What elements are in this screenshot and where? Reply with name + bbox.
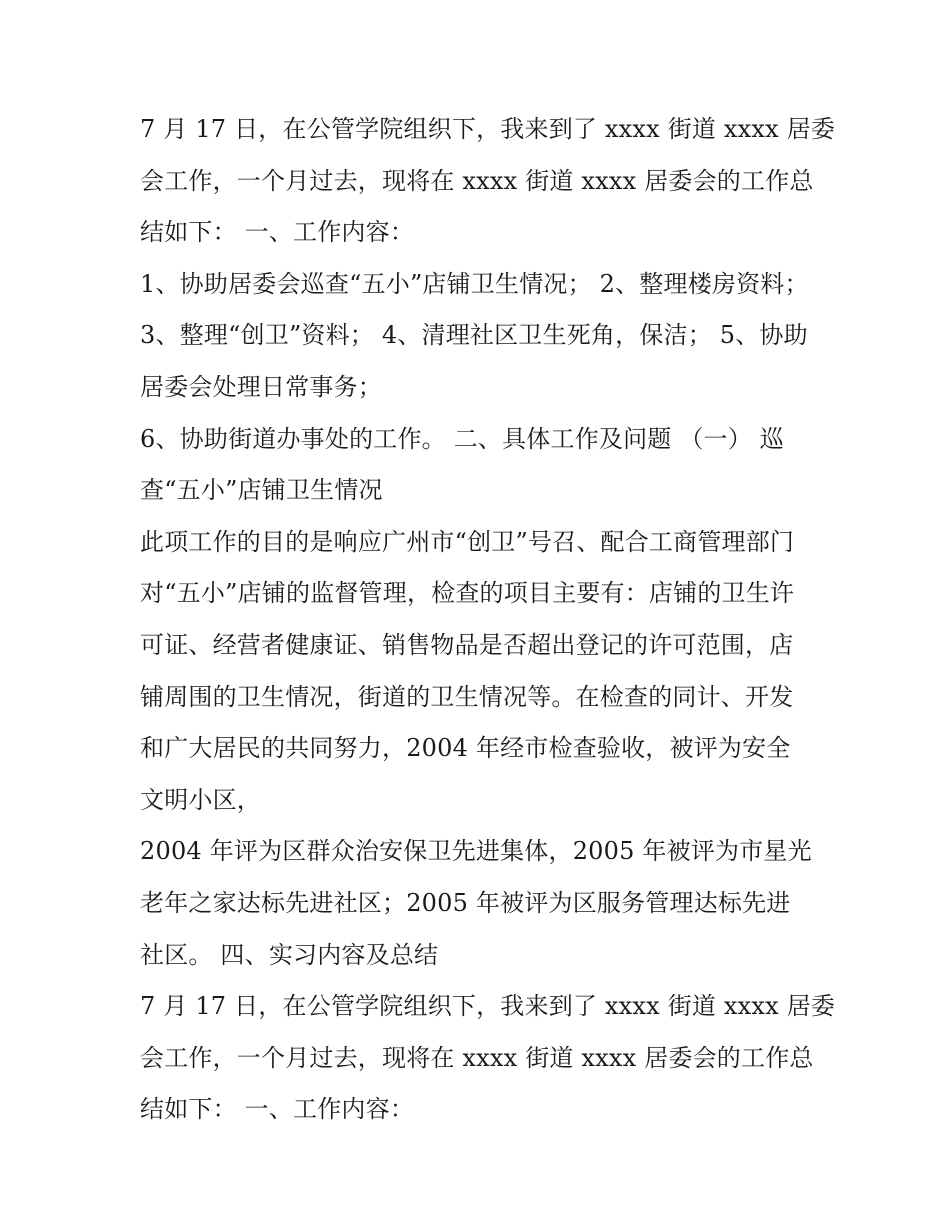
text-line: 2004 年评为区群众治安保卫先进集体，2005 年被评为市星光 [140,837,812,866]
text-line: 文明小区， [140,785,261,814]
text-line: 会工作，一个月过去，现将在 xxxx 街道 xxxx 居委会的工作总 [140,166,814,195]
text-line: 社区。 四、实习内容及总结 [140,940,439,969]
text-line: 此项工作的目的是响应广州市“创卫”号召、配合工商管理部门 [140,527,795,556]
document-body [140,104,836,1136]
text-line: 7 月 17 日，在公管学院组织下，我来到了 xxxx 街道 xxxx 居委 [140,992,836,1021]
text-line: 和广大居民的共同努力，2004 年经市检查验收，被评为安全 [140,734,791,763]
text-line: 结如下： 一、工作内容： [140,218,415,247]
text-line: 老年之家达标先进社区；2005 年被评为区服务管理达标先进 [140,888,791,917]
text-line: 铺周围的卫生情况，街道的卫生情况等。在检查的同计、开发 [140,682,794,711]
text-line: 查“五小”店铺卫生情况 [140,476,383,505]
text-line: 6、协助街道办事处的工作。 二、具体工作及问题 （一） 巡 [140,424,784,453]
text-line: 7 月 17 日，在公管学院组织下，我来到了 xxxx 街道 xxxx 居委 [140,115,836,143]
text-line: 可证、经营者健康证、销售物品是否超出登记的许可范围，店 [140,630,794,659]
text-line: 对“五小”店铺的监督管理，检查的项目主要有：店铺的卫生许 [140,579,795,608]
text-line: 3、整理“创卫”资料； 4、清理社区卫生死角，保洁； 5、协助 [140,321,808,350]
text-line: 结如下： 一、工作内容： [140,1095,415,1124]
text-line: 会工作，一个月过去，现将在 xxxx 街道 xxxx 居委会的工作总 [140,1043,814,1072]
text-line: 1、协助居委会巡查“五小”店铺卫生情况； 2、整理楼房资料； [140,269,809,298]
text-line: 居委会处理日常事务； [140,372,382,401]
